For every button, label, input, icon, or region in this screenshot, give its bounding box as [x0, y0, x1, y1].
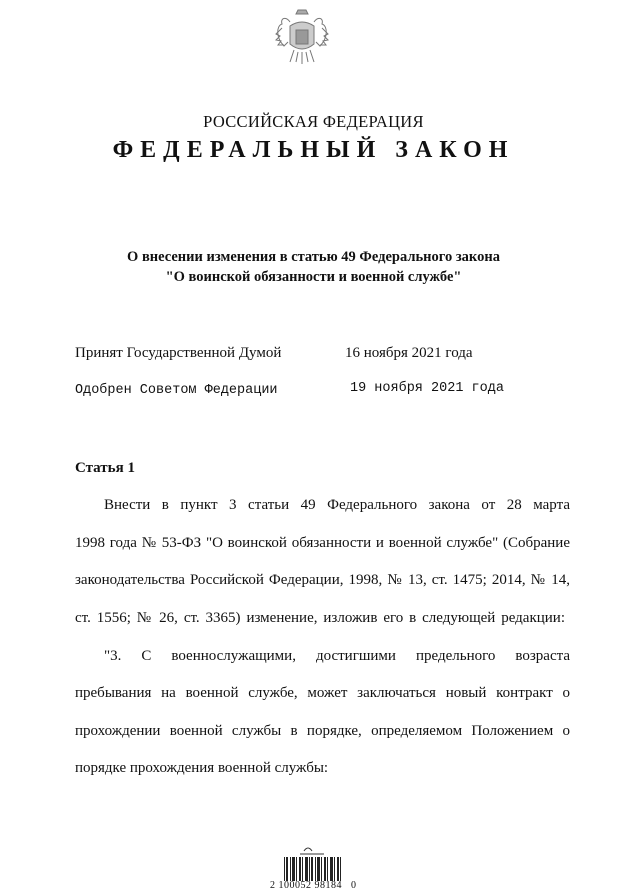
article-text-line: прохождении военной службы в порядке, определяемом Положением о — [75, 723, 570, 739]
council-approval-label: Одобрен Советом Федерации — [75, 383, 278, 398]
article-text-line: ст. 1556; № 26, ст. 3365) изменение, изложив его в следующей редакции: — [75, 610, 565, 626]
article-text-line: Внести в пункт 3 статьи 49 Федерального закона от 28 марта — [104, 497, 570, 513]
duma-adoption-label: Принят Государственной Думой — [75, 345, 282, 361]
document-type: ФЕДЕРАЛЬНЫЙ ЗАКОН — [112, 137, 515, 163]
barcode-number: 2 100052 98184 0 — [270, 880, 357, 891]
law-title — [0, 247, 627, 287]
duma-adoption-date: 16 ноября 2021 года — [345, 345, 473, 361]
article-text-line: пребывания на военной службе, может заключаться новый контракт о — [75, 685, 570, 701]
article-text-line: "3. С военнослужащими, достигшими предельного возраста — [104, 648, 570, 664]
coat-of-arms-emblem — [272, 8, 332, 70]
article-text-line: порядке прохождения военной службы: — [75, 760, 329, 776]
article-heading: Статья 1 — [75, 460, 135, 476]
law-title-line: "О воинской обязанности и военной службе" — [165, 269, 462, 285]
country-name: РОССИЙСКАЯ ФЕДЕРАЦИЯ — [203, 112, 424, 131]
article-text-line: законодательства Российской Федерации, 1998, № 13, ст. 1475; 2014, № 14, — [75, 572, 570, 588]
law-title-line: О внесении изменения в статью 49 Федерального закона — [127, 249, 500, 265]
article-text-line: 1998 года № 53-ФЗ "О воинской обязанности и военной службе" (Собрание — [75, 535, 570, 551]
council-approval-date: 19 ноября 2021 года — [350, 381, 504, 396]
